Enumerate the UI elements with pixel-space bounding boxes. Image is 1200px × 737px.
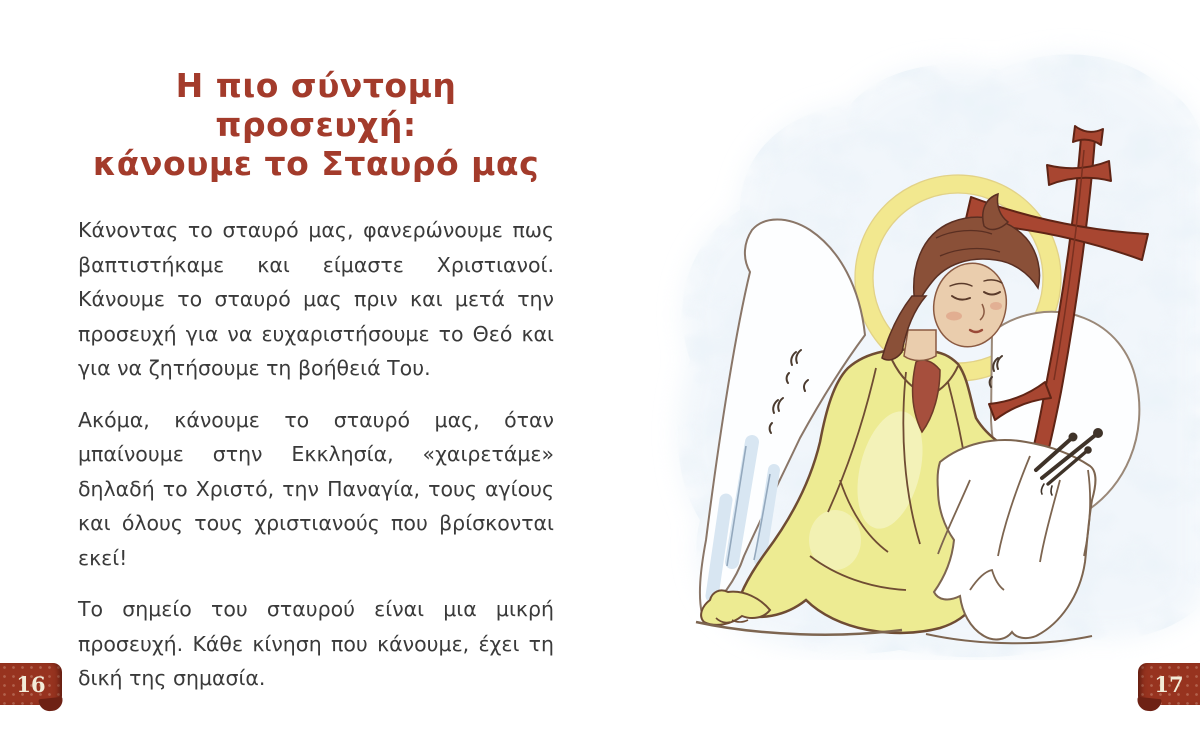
- angel-cross-illustration: [640, 0, 1200, 660]
- left-page-content: [78, 66, 554, 713]
- page-title-line-1: Η πιο σύντομη προσευχή:: [175, 66, 457, 144]
- page-number: 16: [16, 671, 46, 697]
- page-title-line-2: κάνουμε το Σταυρό μας: [92, 144, 540, 183]
- body-paragraph: Ακόμα, κάνουμε το σταυρό μας, όταν μπαίνουμε στην Εκκλησία, «χαιρετάμε» δηλαδή το Χριστό, την Παναγία, τους αγίους και όλους τους χριστιανούς που βρίσκονται εκεί!: [78, 407, 554, 570]
- ribbon-curl: [38, 697, 63, 712]
- page-number: 17: [1154, 671, 1184, 697]
- page-number-tab-left: [0, 663, 62, 705]
- body-paragraph: Το σημείο του σταυρού είναι μια μικρή προσευχή. Κάθε κίνηση που κάνουμε, έχει τη δική της σημασία.: [78, 597, 554, 690]
- body-paragraph: Κάνοντας το σταυρό μας, φανερώνουμε πως βαπτιστήκαμε και είμαστε Χριστιανοί. Κάνουμε το σταυρό μας πριν και μετά την προσευχή για να ευχαριστήσουμε το Θεό και για να ζητήσουμε τη βοήθειά Του.: [78, 218, 554, 380]
- page-number-tab-right: [1138, 663, 1200, 705]
- page-title: [78, 66, 554, 183]
- ribbon-curl: [1136, 697, 1161, 712]
